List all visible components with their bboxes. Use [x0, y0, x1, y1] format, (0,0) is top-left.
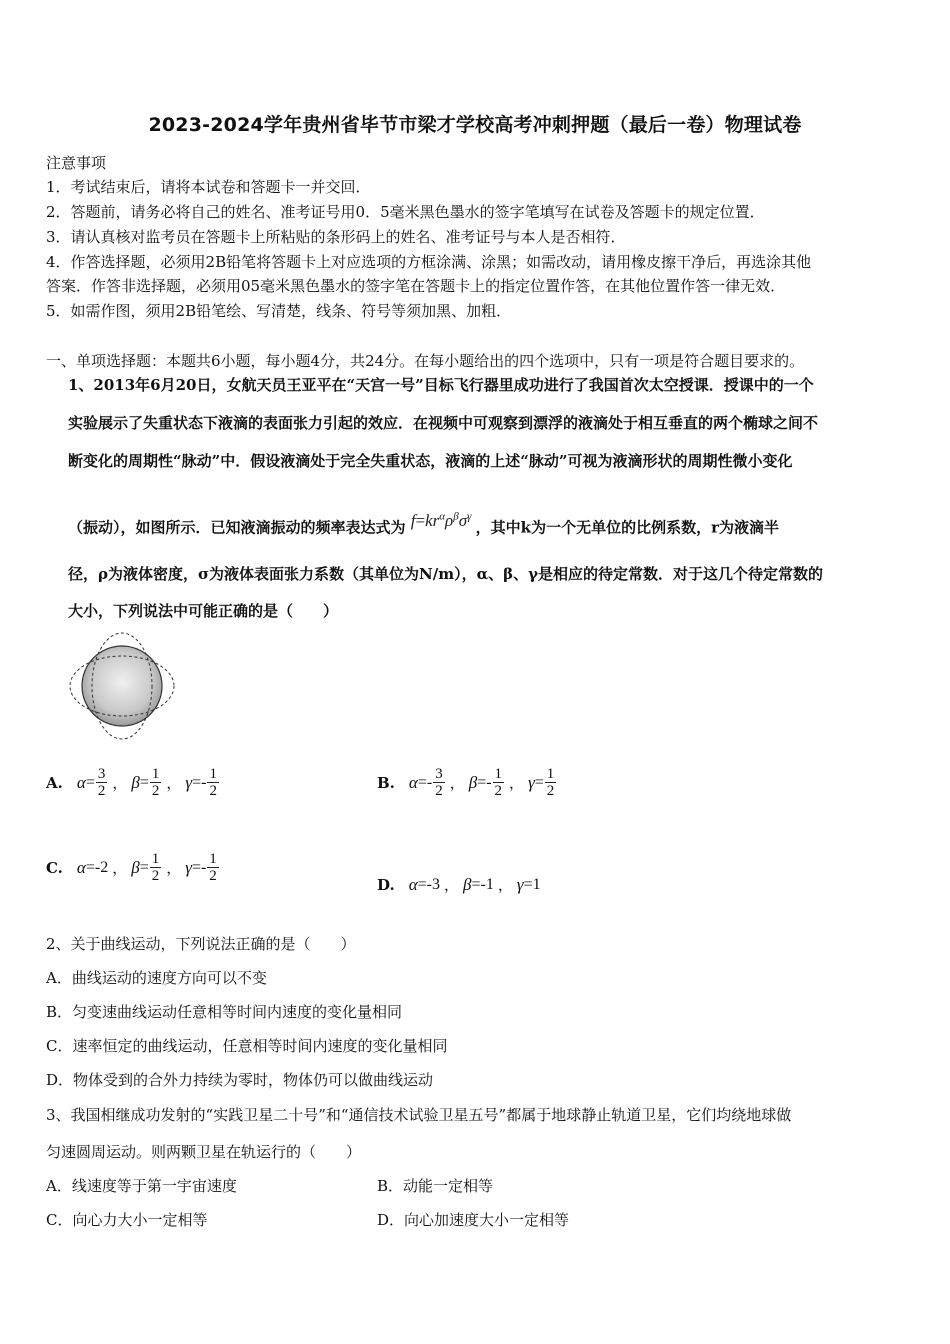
- page-title: 2023-2024学年贵州省毕节市梁才学校高考冲刺押题（最后一卷）物理试卷: [148, 114, 802, 136]
- q1-option-d[interactable]: D. α =-3 ， β =-1 ， γ =1: [377, 874, 541, 894]
- q1-stem-line: 实验展示了失重状态下液滴的表面张力引起的效应．在视频中可观察到漂浮的液滴处于相互垂直的两个椭球之间不: [68, 414, 819, 432]
- q1-stem-line: 大小，下列说法中可能正确的是（ ）: [68, 602, 339, 620]
- q1-line4-pre: （振动），如图所示．已知液滴振动的频率表达式为: [68, 518, 406, 537]
- q3-option-d[interactable]: D．向心加速度大小一定相等: [377, 1211, 570, 1229]
- notice-item: 3．请认真核对监考员在答题卡上所粘贴的条形码上的姓名、准考证号与本人是否相符．: [46, 228, 626, 246]
- q2-option-c[interactable]: C．速率恒定的曲线运动，任意相等时间内速度的变化量相同: [46, 1037, 448, 1055]
- q3-stem-line: 匀速圆周运动。则两颗卫星在轨运行的（ ）: [46, 1143, 362, 1161]
- q3-option-c[interactable]: C．向心力大小一定相等: [46, 1211, 208, 1229]
- q2-stem: 2、关于曲线运动，下列说法正确的是（ ）: [46, 935, 356, 953]
- notice-item: 4．作答选择题，必须用2B铅笔将答题卡上对应选项的方框涂满、涂黑；如需改动，请用橡皮擦干净后，再选涂其他: [46, 253, 812, 271]
- q1-line4-post: ，其中k为一个无单位的比例系数，r为液滴半: [475, 518, 779, 537]
- droplet-figure: [62, 630, 182, 745]
- q3-stem-line: 3、我国相继成功发射的“实践卫星二十号”和“通信技术试验卫星五号”都属于地球静止轨道卫星，它们均绕地球做: [46, 1106, 792, 1124]
- q2-option-a[interactable]: A．曲线运动的速度方向可以不变: [46, 969, 267, 987]
- q1-option-b[interactable]: B. α =- $\frac{3}{2}$ ， β =- $\frac{1}{2}$ ， γ = $\frac{1}{2}$: [377, 766, 555, 799]
- q1-stem-line: 断变化的周期性“脉动”中．假设液滴处于完全失重状态，液滴的上述“脉动”可视为液滴形状的周期性微小变化: [68, 452, 793, 470]
- frequency-formula: $f=kr^\alpha\rho^\beta\sigma^\gamma$: [410, 510, 472, 530]
- q1-option-a[interactable]: A. α = $\frac{3}{2}$ ， β = $\frac{1}{2}$ ， γ =- $\frac{1}{2}$: [46, 766, 217, 799]
- q1-stem-line: 1、2013年6月20日，女航天员王亚平在“天宫一号”目标飞行器里成功进行了我国首次太空授课．授课中的一个: [68, 376, 814, 394]
- q3-option-a[interactable]: A．线速度等于第一宇宙速度: [46, 1177, 237, 1195]
- notice-item: 5．如需作图，须用2B铅笔绘、写清楚，线条、符号等须加黑、加粗．: [46, 302, 512, 320]
- q1-stem-line: [68, 510, 779, 538]
- q1-option-c[interactable]: C. α =-2 ， β = $\frac{1}{2}$ ， γ =- $\frac{1}{2}$: [46, 851, 217, 884]
- notice-heading: 注意事项: [46, 154, 107, 172]
- notice-item: 1．考试结束后，请将本试卷和答题卡一并交回．: [46, 178, 371, 196]
- notice-item: 答案．作答非选择题，必须用05毫米黑色墨水的签字笔在答题卡上的指定位置作答，在其他位置作答一律无效．: [46, 277, 786, 295]
- q2-option-d[interactable]: D．物体受到的合外力持续为零时，物体仍可以做曲线运动: [46, 1071, 434, 1089]
- droplet-circle: [82, 646, 162, 726]
- q3-option-b[interactable]: B．动能一定相等: [377, 1177, 494, 1195]
- q2-option-b[interactable]: B．匀变速曲线运动任意相等时间内速度的变化量相同: [46, 1003, 403, 1021]
- q1-stem-line: 径，ρ为液体密度，σ为液体表面张力系数（其单位为N/m），α、β、γ是相应的待定常数．对于这几个待定常数的: [68, 565, 824, 583]
- section-heading: 一、单项选择题：本题共6小题，每小题4分，共24分。在每小题给出的四个选项中，只有一项是符合题目要求的。: [46, 352, 805, 370]
- notice-item: 2．答题前，请务必将自己的姓名、准考证号用0．5毫米黑色墨水的签字笔填写在试卷及答题卡的规定位置．: [46, 203, 765, 221]
